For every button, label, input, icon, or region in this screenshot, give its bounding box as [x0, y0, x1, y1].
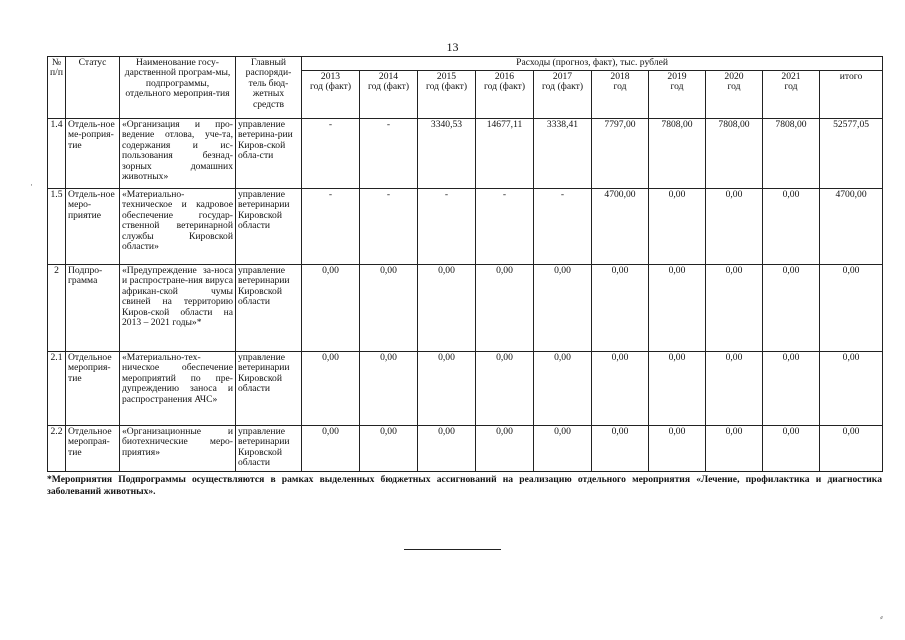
row-value: 7808,00: [763, 119, 820, 189]
header-year-type: год (факт): [541, 81, 584, 93]
header-year-value: 2014: [378, 71, 399, 82]
row-number: 1.4: [48, 119, 66, 189]
row-executor: управление ветерина-рии Киров-ской обла-сти: [236, 119, 302, 189]
row-value: 0,00: [706, 265, 763, 352]
row-status: Отдельное мероприя-тие: [66, 352, 120, 426]
header-year-value: 2021: [781, 71, 801, 82]
row-executor: управление ветеринарии Кировской области: [236, 189, 302, 265]
row-total: 0,00: [820, 265, 883, 352]
header-year: [302, 71, 360, 119]
header-year-type: год: [784, 81, 798, 93]
row-value: -: [418, 189, 476, 265]
row-value: 7808,00: [706, 119, 763, 189]
header-year: [418, 71, 476, 119]
row-total: 0,00: [820, 426, 883, 472]
header-year-value: 2013: [320, 71, 341, 82]
row-value: 0,00: [476, 426, 534, 472]
row-value: 3340,53: [418, 119, 476, 189]
row-value: 14677,11: [476, 119, 534, 189]
row-total: 52577,05: [820, 119, 883, 189]
header-year-value: 2016: [494, 71, 515, 82]
row-value: 0,00: [649, 352, 706, 426]
header-year: [534, 71, 592, 119]
row-number: 1.5: [48, 189, 66, 265]
header-year-type: год (факт): [309, 81, 352, 93]
footnote: *Мероприятия Подпрограммы осуществляются в рамках выделенных бюджетных ассигнований на реализацию отдельного мероприятия «Лечение, профилактика и диагностика заболеваний животных».: [47, 474, 882, 497]
row-value: -: [302, 119, 360, 189]
header-year-value: 2017: [552, 71, 573, 82]
header-year-type: год: [613, 81, 627, 93]
row-value: 0,00: [649, 426, 706, 472]
table-row: [48, 352, 883, 426]
row-value: 0,00: [649, 189, 706, 265]
row-value: 0,00: [763, 189, 820, 265]
row-value: -: [360, 119, 418, 189]
header-year: [360, 71, 418, 119]
table-row: [48, 189, 883, 265]
scan-mark: ·: [30, 180, 33, 190]
row-executor: управление ветеринарии Кировской области: [236, 265, 302, 352]
row-value: 0,00: [649, 265, 706, 352]
row-value: 0,00: [534, 352, 592, 426]
budget-table: [47, 56, 883, 472]
row-total: 4700,00: [820, 189, 883, 265]
row-value: 0,00: [360, 265, 418, 352]
scan-mark: ⸗: [880, 612, 883, 622]
row-value: 0,00: [706, 189, 763, 265]
row-value: 3338,41: [534, 119, 592, 189]
table-row: [48, 426, 883, 472]
row-number: 2.1: [48, 352, 66, 426]
row-name: «Организационные и биотехнические меро-приятия»: [120, 426, 236, 472]
row-value: 0,00: [763, 265, 820, 352]
row-status: Отдель-ное меро-приятие: [66, 189, 120, 265]
row-value: 0,00: [476, 265, 534, 352]
row-value: 0,00: [418, 352, 476, 426]
header-year-value: 2018: [610, 71, 630, 82]
header-status: Статус: [66, 57, 120, 119]
header-year: [649, 71, 706, 119]
divider-line: [404, 549, 501, 550]
row-value: 0,00: [592, 352, 649, 426]
table-row: [48, 119, 883, 189]
row-value: 0,00: [418, 426, 476, 472]
row-name: «Материально-тех-ническое обеспечение мероприятий по пре-дупреждению заноса и распространения АЧС»: [120, 352, 236, 426]
header-num: № п/п: [48, 57, 66, 119]
row-value: 0,00: [592, 426, 649, 472]
header-year-type: год (факт): [483, 81, 526, 93]
header-year-value: 2020: [724, 71, 744, 82]
row-value: -: [360, 189, 418, 265]
header-year-value: 2019: [667, 71, 687, 82]
header-year: [476, 71, 534, 119]
table-row: [48, 265, 883, 352]
row-value: 0,00: [360, 426, 418, 472]
row-total: 0,00: [820, 352, 883, 426]
header-year-type: год (факт): [367, 81, 410, 93]
row-value: 0,00: [706, 426, 763, 472]
row-value: 0,00: [418, 265, 476, 352]
row-number: 2: [48, 265, 66, 352]
row-value: 7808,00: [649, 119, 706, 189]
row-name: «Организация и про-ведение отлова, уче-та, содержания и ис-пользования безнад-зорных домашних животных»: [120, 119, 236, 189]
row-value: -: [476, 189, 534, 265]
row-value: -: [534, 189, 592, 265]
header-total: итого: [820, 71, 883, 119]
row-value: 0,00: [476, 352, 534, 426]
row-value: 0,00: [360, 352, 418, 426]
header-year: [706, 71, 763, 119]
row-name: «Материально-техническое и кадровое обеспечение государ-ственной ветеринарной службы Кировской области»: [120, 189, 236, 265]
header-year-type: год: [727, 81, 741, 93]
header-year-type: год: [670, 81, 684, 93]
row-value: 0,00: [534, 265, 592, 352]
row-value: -: [302, 189, 360, 265]
header-year: [763, 71, 820, 119]
row-value: 0,00: [706, 352, 763, 426]
header-executor: Главный распоряди-тель бюд-жетных средств: [236, 57, 302, 119]
row-value: 0,00: [302, 265, 360, 352]
row-status: Подпро-грамма: [66, 265, 120, 352]
header-year-type: год (факт): [425, 81, 468, 93]
row-executor: управление ветеринарии Кировской области: [236, 426, 302, 472]
row-value: 0,00: [534, 426, 592, 472]
row-value: 4700,00: [592, 189, 649, 265]
page-number: 13: [446, 40, 459, 54]
table-body: [48, 119, 883, 472]
header-name: Наименование госу-дарственной програм-мы, подпрограммы, отдельного мероприя-тия: [120, 57, 236, 119]
row-value: 7797,00: [592, 119, 649, 189]
row-value: 0,00: [302, 426, 360, 472]
row-status: Отдель-ное ме-роприя-тие: [66, 119, 120, 189]
row-status: Отдельное меропрая-тие: [66, 426, 120, 472]
row-value: 0,00: [592, 265, 649, 352]
header-year-value: 2015: [436, 71, 457, 82]
row-executor: управление ветеринарии Кировской области: [236, 352, 302, 426]
row-name: «Предупреждение за-носа и распростране-ния вируса африкан-ской чумы свиней на территорию Киров-ской области на 2013 – 2021 годы»*: [120, 265, 236, 352]
row-value: 0,00: [763, 352, 820, 426]
header-year: [592, 71, 649, 119]
row-value: 0,00: [302, 352, 360, 426]
row-value: 0,00: [763, 426, 820, 472]
row-number: 2.2: [48, 426, 66, 472]
header-expenses: Расходы (прогноз, факт), тыс. рублей: [302, 57, 883, 71]
